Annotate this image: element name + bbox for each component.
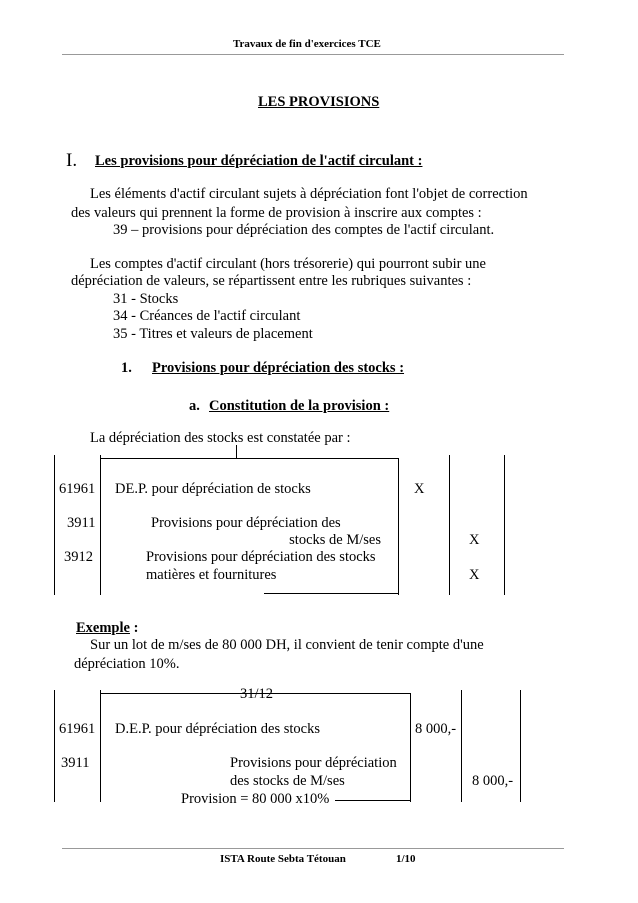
entry-label: D.E.P. pour dépréciation des stocks [115,721,320,737]
entry-label: Provisions pour dépréciation des stocks [146,549,376,565]
entry-label: des stocks de M/ses [230,773,345,789]
journal-rule [54,690,55,802]
paragraph-line: 39 – provisions pour dépréciation des comptes de l'actif circulant. [113,222,495,238]
paragraph-line: Les comptes d'actif circulant (hors trésorerie) qui pourront subir une [90,256,486,272]
journal-rule [100,690,101,802]
section-numeral: I. [66,150,78,171]
page-header: Travaux de fin d'exercices TCE [233,38,381,50]
debit-amount: X [414,481,425,497]
section-heading: Les provisions pour dépréciation de l'actif circulant : [95,153,423,169]
journal-rule [264,593,398,594]
page-number: 1/10 [396,853,416,865]
list-item: 31 - Stocks [113,291,179,307]
page-title: LES PROVISIONS [258,94,380,110]
account-number: 3911 [61,755,90,771]
paragraph-line: des valeurs qui prennent la forme de provision à inscrire aux comptes : [71,205,482,221]
journal-rule [520,690,521,802]
subsection-number: 1. [121,360,132,376]
list-item: 35 - Titres et valeurs de placement [113,326,313,342]
paragraph-line: Les éléments d'actif circulant sujets à dépréciation font l'objet de correction [90,186,528,202]
entry-label: stocks de M/ses [289,532,381,548]
entry-label: Provisions pour dépréciation des [151,515,341,531]
footer-rule [62,848,564,849]
journal-rule [335,800,410,801]
journal-rule [236,445,237,458]
journal-rule [100,458,398,459]
journal-rule [410,693,411,802]
account-number: 61961 [59,721,96,737]
journal-rule [54,455,55,595]
account-number: 3912 [64,549,93,565]
journal-rule [100,455,101,595]
entry-label: Provisions pour dépréciation [230,755,397,771]
journal-rule [504,455,505,595]
example-heading [76,620,138,637]
paragraph-line: La dépréciation des stocks est constatée par : [90,430,351,446]
subsection-heading: Provisions pour dépréciation des stocks : [152,360,405,376]
journal-rule [398,458,399,595]
paragraph-line: dépréciation de valeurs, se répartissent entre les rubriques suivantes : [71,273,472,289]
example-label: Exemple [76,620,130,636]
credit-amount: 8 000,- [472,773,514,789]
journal-rule [461,690,462,802]
footer-school: ISTA Route Sebta Tétouan [220,853,346,865]
subsection-heading: Constitution de la provision : [209,398,390,414]
paragraph-line: Sur un lot de m/ses de 80 000 DH, il convient de tenir compte d'une [90,637,484,653]
example-colon: : [129,620,139,636]
entry-date: 31/12 [240,686,274,702]
entry-label: DE.P. pour dépréciation de stocks [115,481,311,497]
account-number: 61961 [59,481,96,497]
entry-note: Provision = 80 000 x10% [181,791,330,807]
paragraph-line: dépréciation 10%. [74,656,180,672]
header-rule [62,54,564,55]
credit-amount: X [469,567,480,583]
debit-amount: 8 000,- [415,721,457,737]
list-item: 34 - Créances de l'actif circulant [113,308,301,324]
entry-label: matières et fournitures [146,567,277,583]
credit-amount: X [469,532,480,548]
account-number: 3911 [67,515,96,531]
journal-rule [449,455,450,595]
subsection-label: a. [189,398,200,414]
